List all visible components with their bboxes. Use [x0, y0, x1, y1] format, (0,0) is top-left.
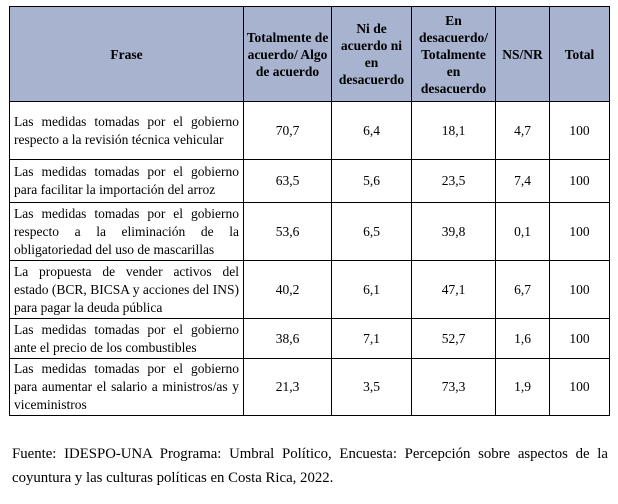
header-nsnr: NS/NR	[496, 7, 550, 102]
nsnr-cell: 6,7	[496, 261, 550, 319]
frase-cell: Las medidas tomadas por el gobierno respecto a la revisión técnica vehicular	[10, 102, 244, 160]
acuerdo-cell: 70,7	[244, 102, 332, 160]
nsnr-cell: 1,9	[496, 359, 550, 416]
table-row	[10, 319, 610, 359]
frase-cell: Las medidas tomadas por el gobierno respecto a la eliminación de la obligatoriedad del uso de mascarillas	[10, 203, 244, 261]
header-frase: Frase	[10, 7, 244, 102]
ni-cell: 7,1	[332, 319, 412, 359]
acuerdo-cell: 63,5	[244, 160, 332, 203]
desacuerdo-cell: 52,7	[412, 319, 496, 359]
table-row	[10, 261, 610, 319]
total-cell: 100	[550, 261, 610, 319]
header-ni: Ni de acuerdo ni en desacuerdo	[332, 7, 412, 102]
acuerdo-cell: 38,6	[244, 319, 332, 359]
header-total: Total	[550, 7, 610, 102]
frase-cell: Las medidas tomadas por el gobierno ante el precio de los combustibles	[10, 319, 244, 359]
frase-cell: Las medidas tomadas por el gobierno para aumentar el salario a ministros/as y viceministros	[10, 359, 244, 416]
source-note: Fuente: IDESPO-UNA Programa: Umbral Político, Encuesta: Percepción sobre aspectos de la coyuntura y las culturas políticas en Costa Rica, 2022.	[12, 446, 608, 486]
desacuerdo-cell: 39,8	[412, 203, 496, 261]
survey-table	[9, 6, 610, 416]
nsnr-cell: 1,6	[496, 319, 550, 359]
table-header-row	[10, 7, 610, 102]
ni-cell: 6,5	[332, 203, 412, 261]
nsnr-cell: 4,7	[496, 102, 550, 160]
desacuerdo-cell: 73,3	[412, 359, 496, 416]
acuerdo-cell: 21,3	[244, 359, 332, 416]
total-cell: 100	[550, 160, 610, 203]
desacuerdo-cell: 23,5	[412, 160, 496, 203]
nsnr-cell: 7,4	[496, 160, 550, 203]
ni-cell: 6,1	[332, 261, 412, 319]
frase-cell: La propuesta de vender activos del estado (BCR, BICSA y acciones del INS) para pagar la deuda pública	[10, 261, 244, 319]
total-cell: 100	[550, 359, 610, 416]
ni-cell: 5,6	[332, 160, 412, 203]
acuerdo-cell: 40,2	[244, 261, 332, 319]
table-row	[10, 102, 610, 160]
desacuerdo-cell: 47,1	[412, 261, 496, 319]
nsnr-cell: 0,1	[496, 203, 550, 261]
frase-cell: Las medidas tomadas por el gobierno para facilitar la importación del arroz	[10, 160, 244, 203]
ni-cell: 3,5	[332, 359, 412, 416]
desacuerdo-cell: 18,1	[412, 102, 496, 160]
header-desacuerdo: En desacuerdo/ Totalmente en desacuerdo	[412, 7, 496, 102]
ni-cell: 6,4	[332, 102, 412, 160]
header-acuerdo: Totalmente de acuerdo/ Algo de acuerdo	[244, 7, 332, 102]
total-cell: 100	[550, 203, 610, 261]
table-row	[10, 359, 610, 416]
total-cell: 100	[550, 102, 610, 160]
acuerdo-cell: 53,6	[244, 203, 332, 261]
table-row	[10, 203, 610, 261]
total-cell: 100	[550, 319, 610, 359]
table-row	[10, 160, 610, 203]
